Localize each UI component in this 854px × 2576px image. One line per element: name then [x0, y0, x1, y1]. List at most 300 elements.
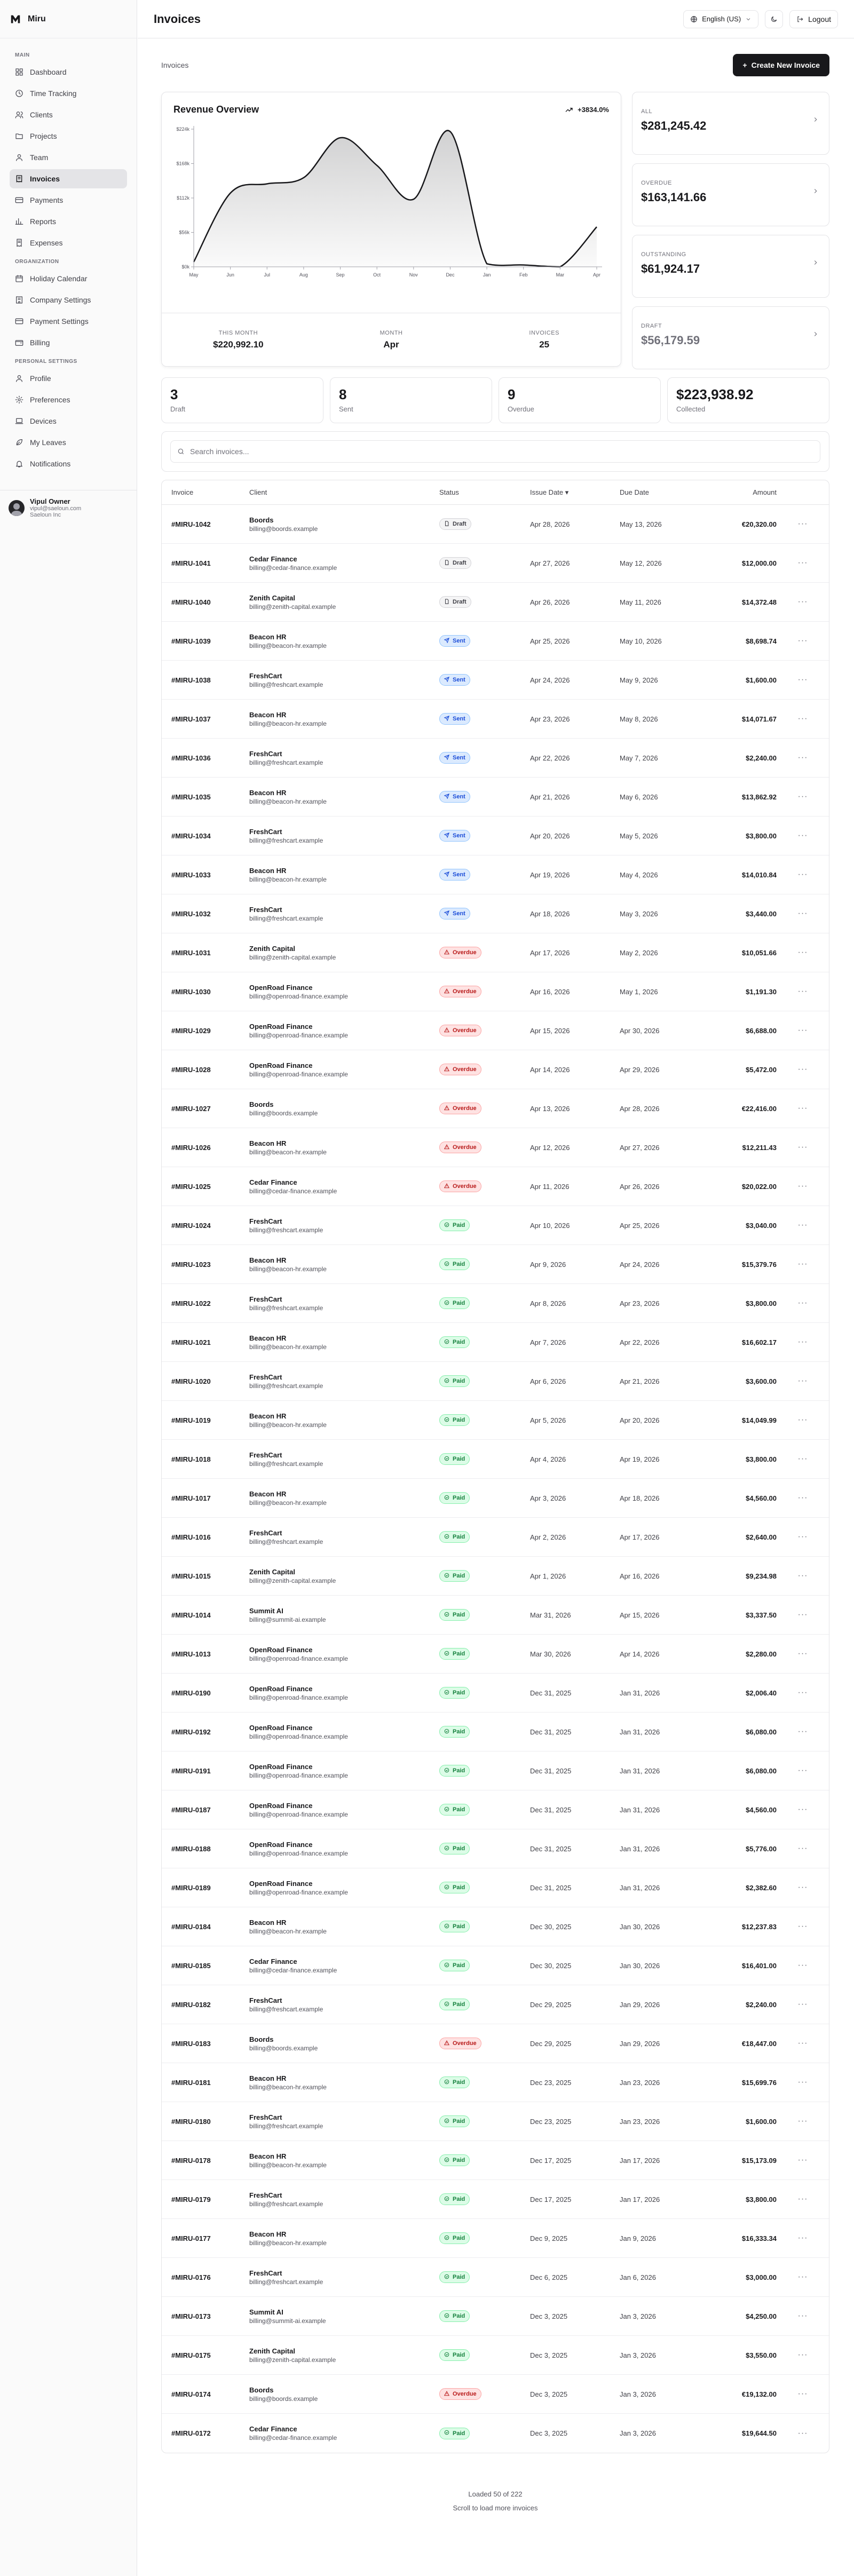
create-invoice-label: Create New Invoice — [751, 61, 820, 69]
row-actions-button[interactable]: ··· — [797, 1026, 808, 1035]
sidebar-item-team[interactable] — [10, 148, 127, 167]
client-email: billing@openroad-finance.example — [249, 1070, 348, 1078]
invoice-number[interactable]: #MIRU-0183 — [171, 2039, 211, 2048]
table-row[interactable] — [162, 1596, 829, 1635]
count-label: Collected — [676, 405, 706, 413]
invoice-number[interactable]: #MIRU-1042 — [171, 520, 211, 528]
language-select[interactable] — [683, 10, 758, 28]
client-email: billing@beacon-hr.example — [249, 2083, 327, 2091]
table-row[interactable] — [162, 2336, 829, 2375]
row-actions-button[interactable]: ··· — [797, 2117, 808, 2126]
paid-status-icon — [444, 1261, 449, 1268]
invoice-number[interactable]: #MIRU-0184 — [171, 1922, 211, 1931]
invoice-number[interactable]: #MIRU-1026 — [171, 1143, 211, 1152]
table-row[interactable] — [162, 1557, 829, 1596]
col-status[interactable]: Status — [439, 488, 459, 496]
client-cell — [249, 1217, 439, 1234]
summary-card-all[interactable] — [632, 92, 829, 155]
sidebar-item-label: Invoices — [30, 175, 60, 183]
table-row[interactable] — [162, 2375, 829, 2414]
draft-status-icon — [444, 599, 449, 606]
status-badge — [439, 1492, 470, 1504]
sidebar-item-devices[interactable] — [10, 411, 127, 431]
amount: $1,191.30 — [746, 987, 777, 996]
table-row[interactable] — [162, 1829, 829, 1868]
amount: $3,600.00 — [746, 1377, 777, 1385]
sidebar-item-payments[interactable] — [10, 191, 127, 210]
client-email: billing@zenith-capital.example — [249, 2356, 336, 2364]
invoice-number[interactable]: #MIRU-1021 — [171, 1338, 211, 1346]
sidebar-item-time-tracking[interactable] — [10, 84, 127, 103]
table-row[interactable] — [162, 1128, 829, 1167]
row-actions-button[interactable]: ··· — [797, 1766, 808, 1775]
table-row[interactable] — [162, 2024, 829, 2063]
invoice-number[interactable]: #MIRU-1015 — [171, 1572, 211, 1580]
row-actions-button[interactable]: ··· — [797, 1104, 808, 1113]
status-badge — [439, 1648, 470, 1660]
issue-date: Apr 28, 2026 — [530, 520, 570, 528]
due-date: Apr 30, 2026 — [620, 1026, 660, 1035]
x-tick-label: Apr — [592, 272, 601, 278]
table-row[interactable] — [162, 1674, 829, 1713]
issue-date: Apr 27, 2026 — [530, 559, 570, 567]
row-actions-button[interactable]: ··· — [797, 1571, 808, 1580]
status-cell — [439, 1297, 530, 1309]
client-email: billing@freshcart.example — [249, 1304, 323, 1312]
overdue-status-icon — [444, 949, 449, 956]
sidebar-item-label: Billing — [30, 338, 50, 347]
row-actions-button[interactable]: ··· — [797, 753, 808, 762]
invoice-number[interactable]: #MIRU-0189 — [171, 1883, 211, 1892]
client-name: Beacon HR — [249, 1334, 287, 1342]
invoice-number[interactable]: #MIRU-1035 — [171, 792, 211, 801]
status-badge — [439, 1025, 481, 1036]
invoice-number[interactable]: #MIRU-1018 — [171, 1455, 211, 1463]
due-date: Apr 24, 2026 — [620, 1260, 660, 1269]
issue-date: Apr 12, 2026 — [530, 1143, 570, 1152]
table-row[interactable] — [162, 1518, 829, 1557]
invoice-number[interactable]: #MIRU-0177 — [171, 2234, 211, 2242]
due-date: Apr 17, 2026 — [620, 1533, 660, 1541]
row-actions-button[interactable]: ··· — [797, 2311, 808, 2320]
grid-icon — [15, 68, 23, 76]
row-actions-button[interactable]: ··· — [797, 1649, 808, 1658]
amount: $9,234.98 — [746, 1572, 777, 1580]
status-badge — [439, 1414, 470, 1426]
invoice-number[interactable]: #MIRU-1016 — [171, 1533, 211, 1541]
table-row[interactable] — [162, 2219, 829, 2258]
receipt-icon — [15, 239, 23, 247]
invoice-number[interactable]: #MIRU-0182 — [171, 2000, 211, 2009]
due-date: Apr 27, 2026 — [620, 1143, 660, 1152]
table-row[interactable] — [162, 2102, 829, 2141]
status-cell — [439, 1375, 530, 1387]
sidebar-item-payment-settings[interactable] — [10, 312, 127, 331]
client-email: billing@boords.example — [249, 525, 318, 533]
row-actions-button[interactable]: ··· — [797, 1961, 808, 1970]
invoice-number[interactable]: #MIRU-1024 — [171, 1221, 211, 1230]
row-actions-button[interactable]: ··· — [797, 1493, 808, 1502]
invoice-number[interactable]: #MIRU-1014 — [171, 1611, 211, 1619]
status-cell — [439, 2271, 530, 2283]
status-cell — [439, 2428, 530, 2439]
invoice-number[interactable]: #MIRU-0190 — [171, 1689, 211, 1697]
logout-button[interactable] — [789, 10, 838, 28]
row-actions-button[interactable]: ··· — [797, 792, 808, 801]
sidebar-item-company-settings[interactable] — [10, 290, 127, 310]
row-actions-button[interactable]: ··· — [797, 1883, 808, 1892]
invoice-number[interactable]: #MIRU-1036 — [171, 754, 211, 762]
client-email: billing@freshcart.example — [249, 836, 323, 844]
table-row[interactable] — [162, 661, 829, 700]
client-cell — [249, 2308, 439, 2325]
row-actions-button[interactable]: ··· — [797, 714, 808, 723]
count-card-collected[interactable] — [667, 377, 829, 423]
row-actions-button[interactable]: ··· — [797, 2039, 808, 2048]
table-row[interactable] — [162, 1868, 829, 1907]
team-icon — [15, 153, 23, 162]
sidebar-item-my-leaves[interactable] — [10, 433, 127, 452]
table-row[interactable] — [162, 1284, 829, 1323]
row-actions-button[interactable]: ··· — [797, 519, 808, 528]
client-name: Summit AI — [249, 2308, 283, 2316]
amount: €22,416.00 — [741, 1104, 777, 1113]
client-email: billing@openroad-finance.example — [249, 1849, 348, 1857]
client-email: billing@beacon-hr.example — [249, 1265, 327, 1273]
status-badge — [439, 1999, 470, 2010]
row-actions-button[interactable]: ··· — [797, 2389, 808, 2398]
revenue-stat-label: INVOICES — [529, 329, 559, 336]
count-card-overdue[interactable] — [499, 377, 661, 423]
invoice-number[interactable]: #MIRU-0188 — [171, 1844, 211, 1853]
invoice-number[interactable]: #MIRU-1027 — [171, 1104, 211, 1113]
row-actions-button[interactable]: ··· — [797, 1532, 808, 1541]
client-cell — [249, 1763, 439, 1779]
invoice-number[interactable]: #MIRU-0185 — [171, 1961, 211, 1970]
row-actions-button[interactable]: ··· — [797, 909, 808, 918]
status-cell — [439, 1064, 530, 1075]
row-actions-button[interactable]: ··· — [797, 1727, 808, 1736]
issue-date: Apr 5, 2026 — [530, 1416, 566, 1424]
row-actions-button[interactable]: ··· — [797, 1844, 808, 1853]
status-cell — [439, 1843, 530, 1854]
table-row[interactable] — [162, 1635, 829, 1674]
row-actions-button[interactable]: ··· — [797, 2428, 808, 2438]
row-actions-button[interactable]: ··· — [797, 2272, 808, 2281]
row-actions-button[interactable]: ··· — [797, 1805, 808, 1814]
invoice-number[interactable]: #MIRU-1017 — [171, 1494, 211, 1502]
table-row[interactable] — [162, 2414, 829, 2453]
row-actions-button[interactable]: ··· — [797, 1454, 808, 1463]
table-row[interactable] — [162, 1401, 829, 1440]
due-date: May 13, 2026 — [620, 520, 662, 528]
row-actions-button[interactable]: ··· — [797, 987, 808, 996]
row-actions-button[interactable]: ··· — [797, 2155, 808, 2165]
invoice-number[interactable]: #MIRU-1030 — [171, 987, 211, 996]
x-tick-label: Dec — [446, 272, 455, 278]
row-actions-button[interactable]: ··· — [797, 2000, 808, 2009]
table-row[interactable] — [162, 1245, 829, 1284]
table-row[interactable] — [162, 739, 829, 778]
table-row[interactable] — [162, 1323, 829, 1362]
table-row[interactable] — [162, 1790, 829, 1829]
table-row[interactable] — [162, 1985, 829, 2024]
table-row[interactable] — [162, 544, 829, 583]
sidebar-item-invoices[interactable] — [10, 169, 127, 188]
growth-value: +3834.0% — [578, 106, 609, 114]
issue-date: Apr 17, 2026 — [530, 948, 570, 957]
table-row[interactable] — [162, 1011, 829, 1050]
client-name: FreshCart — [249, 1373, 282, 1381]
sidebar-item-projects[interactable] — [10, 126, 127, 146]
col-invoice[interactable]: Invoice — [171, 488, 194, 496]
table-row[interactable] — [162, 1479, 829, 1518]
client-name: OpenRoad Finance — [249, 1879, 313, 1888]
table-row[interactable] — [162, 1206, 829, 1245]
count-label: Draft — [170, 405, 186, 413]
sidebar-item-dashboard[interactable] — [10, 62, 127, 82]
invoice-number[interactable]: #MIRU-1029 — [171, 1026, 211, 1035]
sidebar-item-preferences[interactable] — [10, 390, 127, 409]
client-email: billing@zenith-capital.example — [249, 953, 336, 961]
table-row[interactable] — [162, 1907, 829, 1946]
invoice-number[interactable]: #MIRU-0176 — [171, 2273, 211, 2281]
status-badge — [439, 2349, 470, 2361]
table-row[interactable] — [162, 1089, 829, 1128]
row-actions-button[interactable]: ··· — [797, 1182, 808, 1191]
row-actions-button[interactable]: ··· — [797, 2350, 808, 2359]
row-actions-button[interactable]: ··· — [797, 1376, 808, 1385]
invoice-number[interactable]: #MIRU-0175 — [171, 2351, 211, 2359]
summary-card-outstanding[interactable] — [632, 235, 829, 298]
row-actions-button[interactable]: ··· — [797, 558, 808, 567]
client-name: Beacon HR — [249, 1139, 287, 1147]
status-cell — [439, 947, 530, 958]
client-cell — [249, 2152, 439, 2169]
paid-status-icon — [444, 1456, 449, 1463]
status-cell — [439, 1804, 530, 1816]
invoice-number[interactable]: #MIRU-1031 — [171, 948, 211, 957]
summary-card-draft[interactable] — [632, 306, 829, 369]
sidebar-item-label: Notifications — [30, 459, 71, 468]
table-row[interactable] — [162, 1167, 829, 1206]
row-actions-button[interactable]: ··· — [797, 675, 808, 684]
theme-toggle-button[interactable] — [765, 10, 783, 28]
sidebar-item-profile[interactable] — [10, 369, 127, 388]
invoice-number[interactable]: #MIRU-1025 — [171, 1182, 211, 1191]
client-cell — [249, 984, 439, 1000]
client-cell — [249, 1685, 439, 1701]
status-badge — [439, 1531, 470, 1543]
invoice-number[interactable]: #MIRU-1020 — [171, 1377, 211, 1385]
y-tick-label: $168k — [176, 161, 189, 167]
users-icon — [15, 110, 23, 119]
invoice-number[interactable]: #MIRU-1022 — [171, 1299, 211, 1307]
amount: $3,800.00 — [746, 1299, 777, 1307]
client-cell — [249, 1256, 439, 1273]
client-email: billing@openroad-finance.example — [249, 1810, 348, 1818]
status-badge — [439, 1726, 470, 1738]
amount: $14,071.67 — [741, 715, 777, 723]
invoice-number[interactable]: #MIRU-0178 — [171, 2156, 211, 2165]
invoice-number[interactable]: #MIRU-1028 — [171, 1065, 211, 1074]
table-row[interactable] — [162, 583, 829, 622]
breadcrumb[interactable]: Invoices — [161, 61, 189, 69]
client-cell — [249, 1880, 439, 1896]
invoice-number[interactable]: #MIRU-0174 — [171, 2390, 211, 2398]
due-date: Jan 31, 2026 — [620, 1805, 660, 1814]
invoice-number[interactable]: #MIRU-0180 — [171, 2117, 211, 2126]
table-row[interactable] — [162, 1050, 829, 1089]
status-badge — [439, 1609, 470, 1621]
table-row[interactable] — [162, 1440, 829, 1479]
summary-card-overdue[interactable] — [632, 163, 829, 226]
sidebar-item-holiday-calendar[interactable] — [10, 269, 127, 288]
table-row[interactable] — [162, 778, 829, 817]
status-cell — [439, 1414, 530, 1426]
table-row[interactable] — [162, 2297, 829, 2336]
col-client[interactable]: Client — [249, 488, 267, 496]
invoice-number[interactable]: #MIRU-1039 — [171, 637, 211, 645]
row-actions-button[interactable]: ··· — [797, 1688, 808, 1697]
invoice-number[interactable]: #MIRU-0179 — [171, 2195, 211, 2204]
table-row[interactable] — [162, 700, 829, 739]
table-row[interactable] — [162, 1751, 829, 1790]
row-actions-button[interactable]: ··· — [797, 831, 808, 840]
col-due-date[interactable]: Due Date — [620, 488, 649, 496]
invoice-number[interactable]: #MIRU-0172 — [171, 2429, 211, 2437]
table-row[interactable] — [162, 894, 829, 933]
table-row[interactable] — [162, 855, 829, 894]
table-row[interactable] — [162, 622, 829, 661]
status-label: Paid — [453, 1456, 465, 1462]
invoice-number[interactable]: #MIRU-0192 — [171, 1727, 211, 1736]
table-row[interactable] — [162, 972, 829, 1011]
row-actions-button[interactable]: ··· — [797, 2078, 808, 2087]
status-label: Overdue — [453, 1144, 477, 1151]
row-actions-button[interactable]: ··· — [797, 1065, 808, 1074]
row-actions-button[interactable]: ··· — [797, 1415, 808, 1424]
status-badge — [439, 1921, 470, 1932]
invoice-icon — [15, 175, 23, 183]
invoice-number[interactable]: #MIRU-1019 — [171, 1416, 211, 1424]
invoice-number[interactable]: #MIRU-1023 — [171, 1260, 211, 1269]
client-cell — [249, 1957, 439, 1974]
client-email: billing@freshcart.example — [249, 2122, 323, 2130]
table-row[interactable] — [162, 505, 829, 544]
row-actions-button[interactable]: ··· — [797, 1610, 808, 1619]
table-row[interactable] — [162, 933, 829, 972]
amount: $5,776.00 — [746, 1844, 777, 1853]
sidebar-item-notifications[interactable] — [10, 454, 127, 473]
count-card-draft[interactable] — [161, 377, 323, 423]
client-name: OpenRoad Finance — [249, 1645, 313, 1654]
search-input[interactable] — [190, 447, 813, 456]
invoices-table — [161, 480, 829, 2453]
sidebar-item-clients[interactable] — [10, 105, 127, 124]
table-row[interactable] — [162, 2258, 829, 2297]
client-cell — [249, 1412, 439, 1429]
invoice-number[interactable]: #MIRU-1034 — [171, 831, 211, 840]
sidebar-item-expenses[interactable] — [10, 233, 127, 252]
invoice-number[interactable]: #MIRU-0191 — [171, 1766, 211, 1775]
create-invoice-button[interactable] — [733, 54, 829, 76]
row-actions-button[interactable]: ··· — [797, 1259, 808, 1269]
client-name: Summit AI — [249, 1606, 283, 1615]
status-badge — [439, 1103, 481, 1114]
invoice-number[interactable]: #MIRU-1037 — [171, 715, 211, 723]
due-date: May 11, 2026 — [620, 598, 661, 606]
status-label: Draft — [453, 560, 466, 566]
invoice-number[interactable]: #MIRU-0173 — [171, 2312, 211, 2320]
row-actions-button[interactable]: ··· — [797, 1298, 808, 1307]
count-value: $223,938.92 — [676, 386, 754, 402]
row-actions-button[interactable]: ··· — [797, 1143, 808, 1152]
row-actions-button[interactable]: ··· — [797, 1337, 808, 1346]
sidebar-item-billing[interactable] — [10, 333, 127, 352]
row-actions-button[interactable]: ··· — [797, 597, 808, 606]
amount: $8,698.74 — [746, 637, 777, 645]
invoice-number[interactable]: #MIRU-1038 — [171, 676, 211, 684]
amount: $12,237.83 — [741, 1922, 777, 1931]
table-row[interactable] — [162, 2063, 829, 2102]
row-actions-button[interactable]: ··· — [797, 2194, 808, 2204]
amount: $5,472.00 — [746, 1065, 777, 1074]
user-card[interactable] — [0, 490, 137, 525]
invoice-number[interactable]: #MIRU-1032 — [171, 909, 211, 918]
invoice-number[interactable]: #MIRU-1040 — [171, 598, 211, 606]
row-actions-button[interactable]: ··· — [797, 948, 808, 957]
summary-value: $281,245.42 — [641, 119, 707, 132]
invoice-number[interactable]: #MIRU-0187 — [171, 1805, 211, 1814]
status-cell — [439, 557, 530, 569]
table-row[interactable] — [162, 1362, 829, 1401]
globe-icon — [690, 15, 698, 23]
table-row[interactable] — [162, 1713, 829, 1751]
table-row[interactable] — [162, 2180, 829, 2219]
x-tick-label: Oct — [373, 272, 381, 278]
row-actions-button[interactable]: ··· — [797, 1220, 808, 1230]
row-actions-button[interactable]: ··· — [797, 870, 808, 879]
search-field[interactable] — [170, 440, 820, 463]
table-row[interactable] — [162, 817, 829, 855]
row-actions-button[interactable]: ··· — [797, 636, 808, 645]
invoice-number[interactable]: #MIRU-1041 — [171, 559, 211, 567]
invoice-number[interactable]: #MIRU-1033 — [171, 870, 211, 879]
sent-status-icon — [444, 833, 449, 839]
table-row[interactable] — [162, 2141, 829, 2180]
client-name: FreshCart — [249, 827, 282, 836]
table-row[interactable] — [162, 1946, 829, 1985]
client-email: billing@summit-ai.example — [249, 1615, 326, 1623]
status-cell — [439, 869, 530, 881]
row-actions-button[interactable]: ··· — [797, 2233, 808, 2242]
row-actions-button[interactable]: ··· — [797, 1922, 808, 1931]
user-email: vipul@saeloun.com — [30, 505, 82, 512]
client-email: billing@freshcart.example — [249, 914, 323, 922]
due-date: Jan 30, 2026 — [620, 1922, 660, 1931]
brand[interactable] — [0, 0, 137, 38]
col-amount[interactable]: Amount — [753, 488, 777, 496]
invoice-number[interactable]: #MIRU-0181 — [171, 2078, 211, 2087]
col-issue-date[interactable] — [530, 488, 620, 497]
invoice-number[interactable]: #MIRU-1013 — [171, 1650, 211, 1658]
sidebar-item-reports[interactable] — [10, 212, 127, 231]
issue-date: Apr 2, 2026 — [530, 1533, 566, 1541]
count-card-sent[interactable] — [330, 377, 492, 423]
x-tick-label: Mar — [556, 272, 565, 278]
due-date: Jan 31, 2026 — [620, 1844, 660, 1853]
